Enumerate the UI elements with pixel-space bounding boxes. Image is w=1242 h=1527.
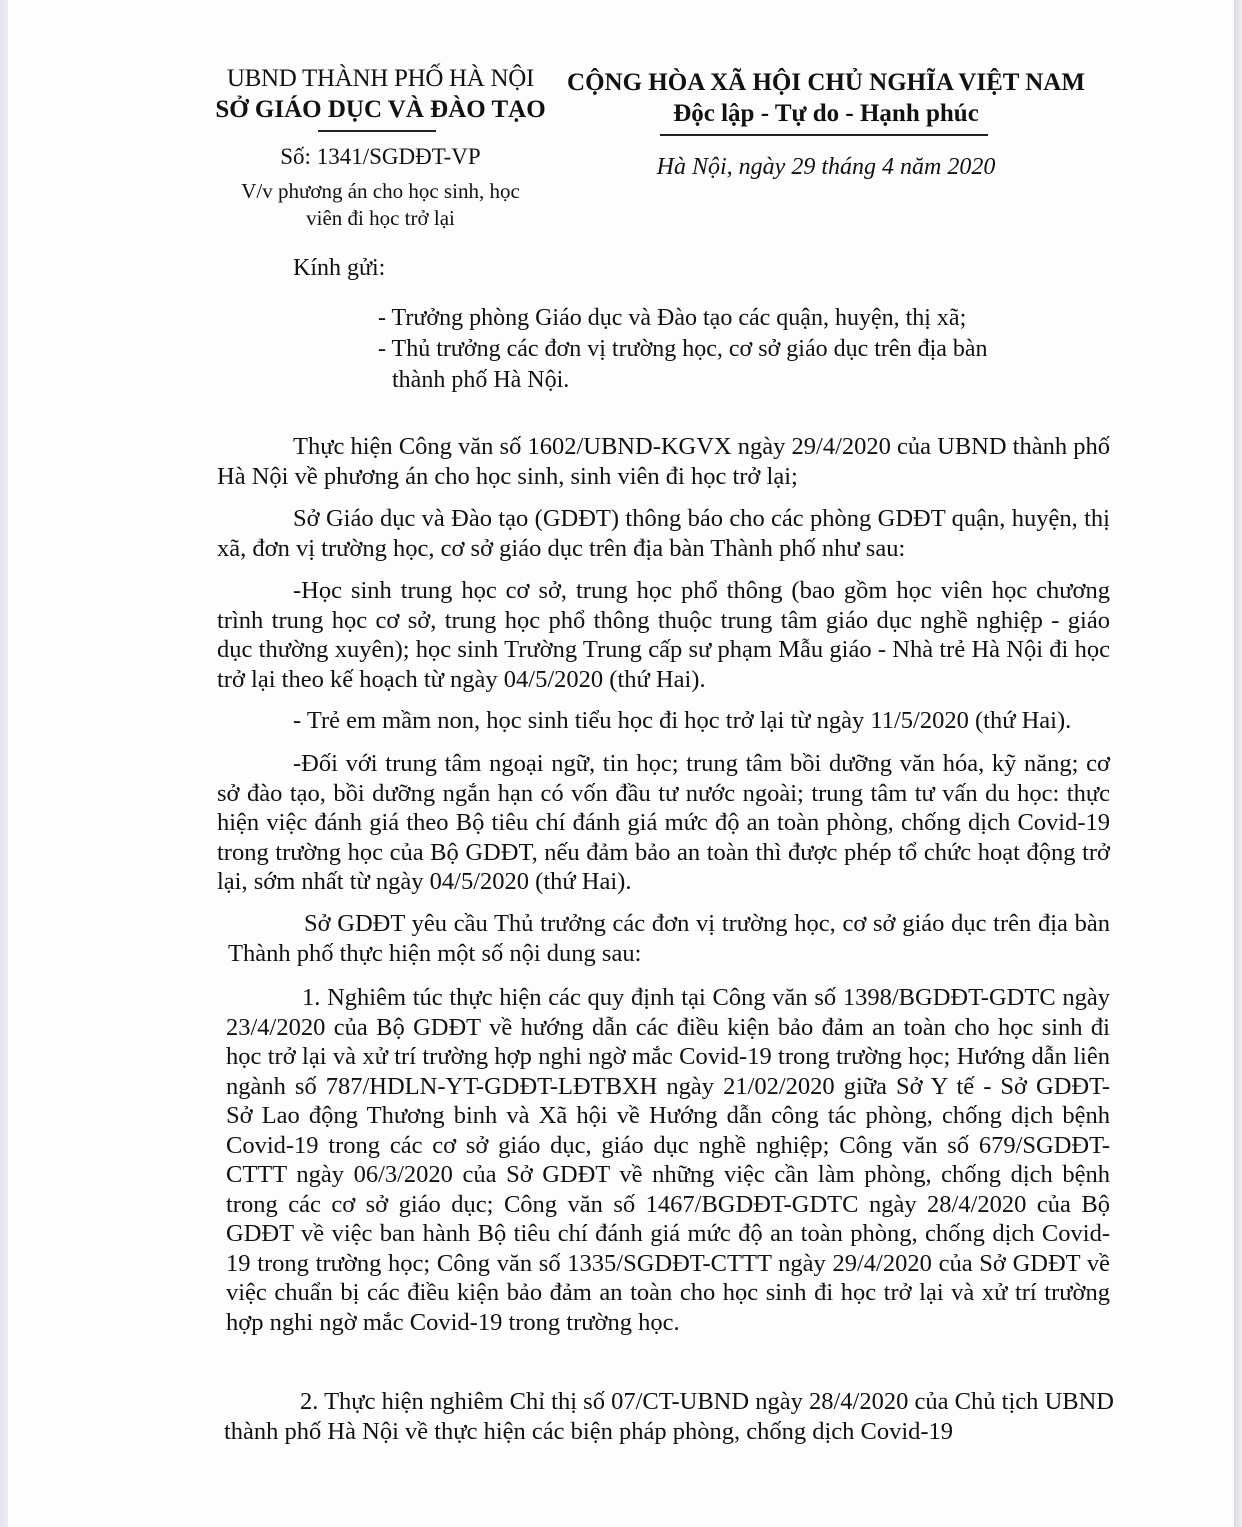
recipient-item: thành phố Hà Nội. (392, 367, 570, 393)
recipient-item: - Trưởng phòng Giáo dục và Đào tạo các quận, huyện, thị xã; (378, 305, 967, 331)
paragraph-text: - Trẻ em mầm non, học sinh tiểu học đi học trở lại từ ngày 11/5/2020 (thứ Hai). (293, 707, 1072, 734)
body-paragraph (217, 432, 1110, 491)
paragraph-text: Sở Giáo dục và Đào tạo (GDĐT) thông báo cho các phòng GDĐT quận, huyện, thị xã, đơn vị trường học, cơ sở giáo dục trên địa bàn Thành phố như sau: (217, 505, 1110, 562)
department-name: SỞ GIÁO DỤC VÀ ĐÀO TẠO (215, 96, 546, 123)
recipients-label: Kính gửi: (293, 255, 386, 281)
page-edge-right (1234, 0, 1242, 1527)
subject-line-2: viên đi học trở lại (306, 206, 455, 230)
body-paragraph (224, 1387, 1114, 1446)
body-paragraph (217, 576, 1110, 694)
agency-name: UBND THÀNH PHỐ HÀ NỘI (226, 65, 535, 92)
body-paragraph (228, 909, 1110, 968)
national-block (556, 68, 1096, 180)
paragraph-text: 1. Nghiêm túc thực hiện các quy định tại Công văn số 1398/BGDĐT-GDTC ngày 23/4/2020 của Bộ GDĐT về hướng dẫn các điều kiện bảo đảm an toàn cho học sinh đi học trở lại và xử trí trường hợp nghi ngờ mắc Covid-19 trong trường học; Hướng dẫn liên ngành số 787/HDLN-YT-GDĐT-LĐTBXH ngày 21/02/2020 giữa Sở Y tế - Sở GDĐT- Sở Lao động Thương binh và Xã hội về Hướng dẫn công tác phòng, chống dịch bệnh Covid-19 trong các cơ sở giáo dục, giáo dục nghề nghiệp; Công văn số 679/SGDĐT-CTTT ngày 06/3/2020 của Sở GDĐT về những việc cần làm phòng, chống dịch bệnh trong các cơ sở giáo dục; Công văn số 1467/BGDĐT-GDTC ngày 28/4/2020 của Bộ GDĐT về việc ban hành Bộ tiêu chí đánh giá mức độ an toàn phòng, chống dịch Covid-19 trong trường học; Công văn số 1335/SGDĐT-CTTT ngày 29/4/2020 của Sở GDĐT về việc chuẩn bị các điều kiện bảo đảm an toàn cho học sinh đi học trở lại và xử trí trường hợp nghi ngờ mắc Covid-19 trong trường học. (226, 984, 1110, 1336)
paragraph-text: Sở GDĐT yêu cầu Thủ trưởng các đơn vị trường học, cơ sở giáo dục trên địa bàn Thành phố thực hiện một số nội dung sau: (228, 910, 1110, 967)
issuer-underline (318, 130, 436, 132)
paragraph-text: -Đối với trung tâm ngoại ngữ, tin học; trung tâm bồi dưỡng văn hóa, kỹ năng; cơ sở đào tạo, bồi dưỡng ngắn hạn có vốn đầu tư nước ngoài; trung tâm tư vấn du học: thực hiện việc đánh giá theo Bộ tiêu chí đánh giá mức độ an toàn phòng, chống dịch Covid-19 trong trường học của Bộ GDĐT, nếu đảm bảo an toàn thì được phép tổ chức hoạt động trở lại, sớm nhất từ ngày 04/5/2020 (thứ Hai). (217, 750, 1110, 895)
body-paragraph (217, 504, 1110, 563)
motto-underline (660, 134, 988, 136)
document-page (8, 0, 1234, 1527)
paragraph-text: Thực hiện Công văn số 1602/UBND-KGVX ngày 29/4/2020 của UBND thành phố Hà Nội về phương án cho học sinh, sinh viên đi học trở lại; (217, 433, 1110, 490)
document-number: Số: 1341/SGDĐT-VP (280, 144, 481, 169)
issuer-block (208, 64, 553, 230)
place-date: Hà Nội, ngày 29 tháng 4 năm 2020 (656, 154, 996, 180)
national-motto: Độc lập - Tự do - Hạnh phúc (673, 100, 979, 127)
paragraph-text: 2. Thực hiện nghiêm Chỉ thị số 07/CT-UBND ngày 28/4/2020 của Chủ tịch UBND thành phố Hà Nội về thực hiện các biện pháp phòng, chống dịch Covid-19 (224, 1388, 1114, 1445)
nation-title: CỘNG HÒA XÃ HỘI CHỦ NGHĨA VIỆT NAM (567, 69, 1085, 96)
subject-line-1: V/v phương án cho học sinh, học (241, 179, 520, 203)
page-edge-left (0, 0, 8, 1527)
recipient-item: - Thủ trưởng các đơn vị trường học, cơ sở giáo dục trên địa bàn (378, 336, 988, 362)
body-paragraph (217, 706, 1110, 736)
paragraph-text: -Học sinh trung học cơ sở, trung học phổ thông (bao gồm học viên học chương trình trung học cơ sở, trung học phổ thông thuộc trung tâm giáo dục nghề nghiệp - giáo dục thường xuyên); học sinh Trường Trung cấp sư phạm Mẫu giáo - Nhà trẻ Hà Nội đi học trở lại theo kế hoạch từ ngày 04/5/2020 (thứ Hai). (217, 577, 1110, 693)
body-paragraph (217, 749, 1110, 897)
body-paragraph (226, 983, 1110, 1337)
document-subject (208, 178, 553, 232)
